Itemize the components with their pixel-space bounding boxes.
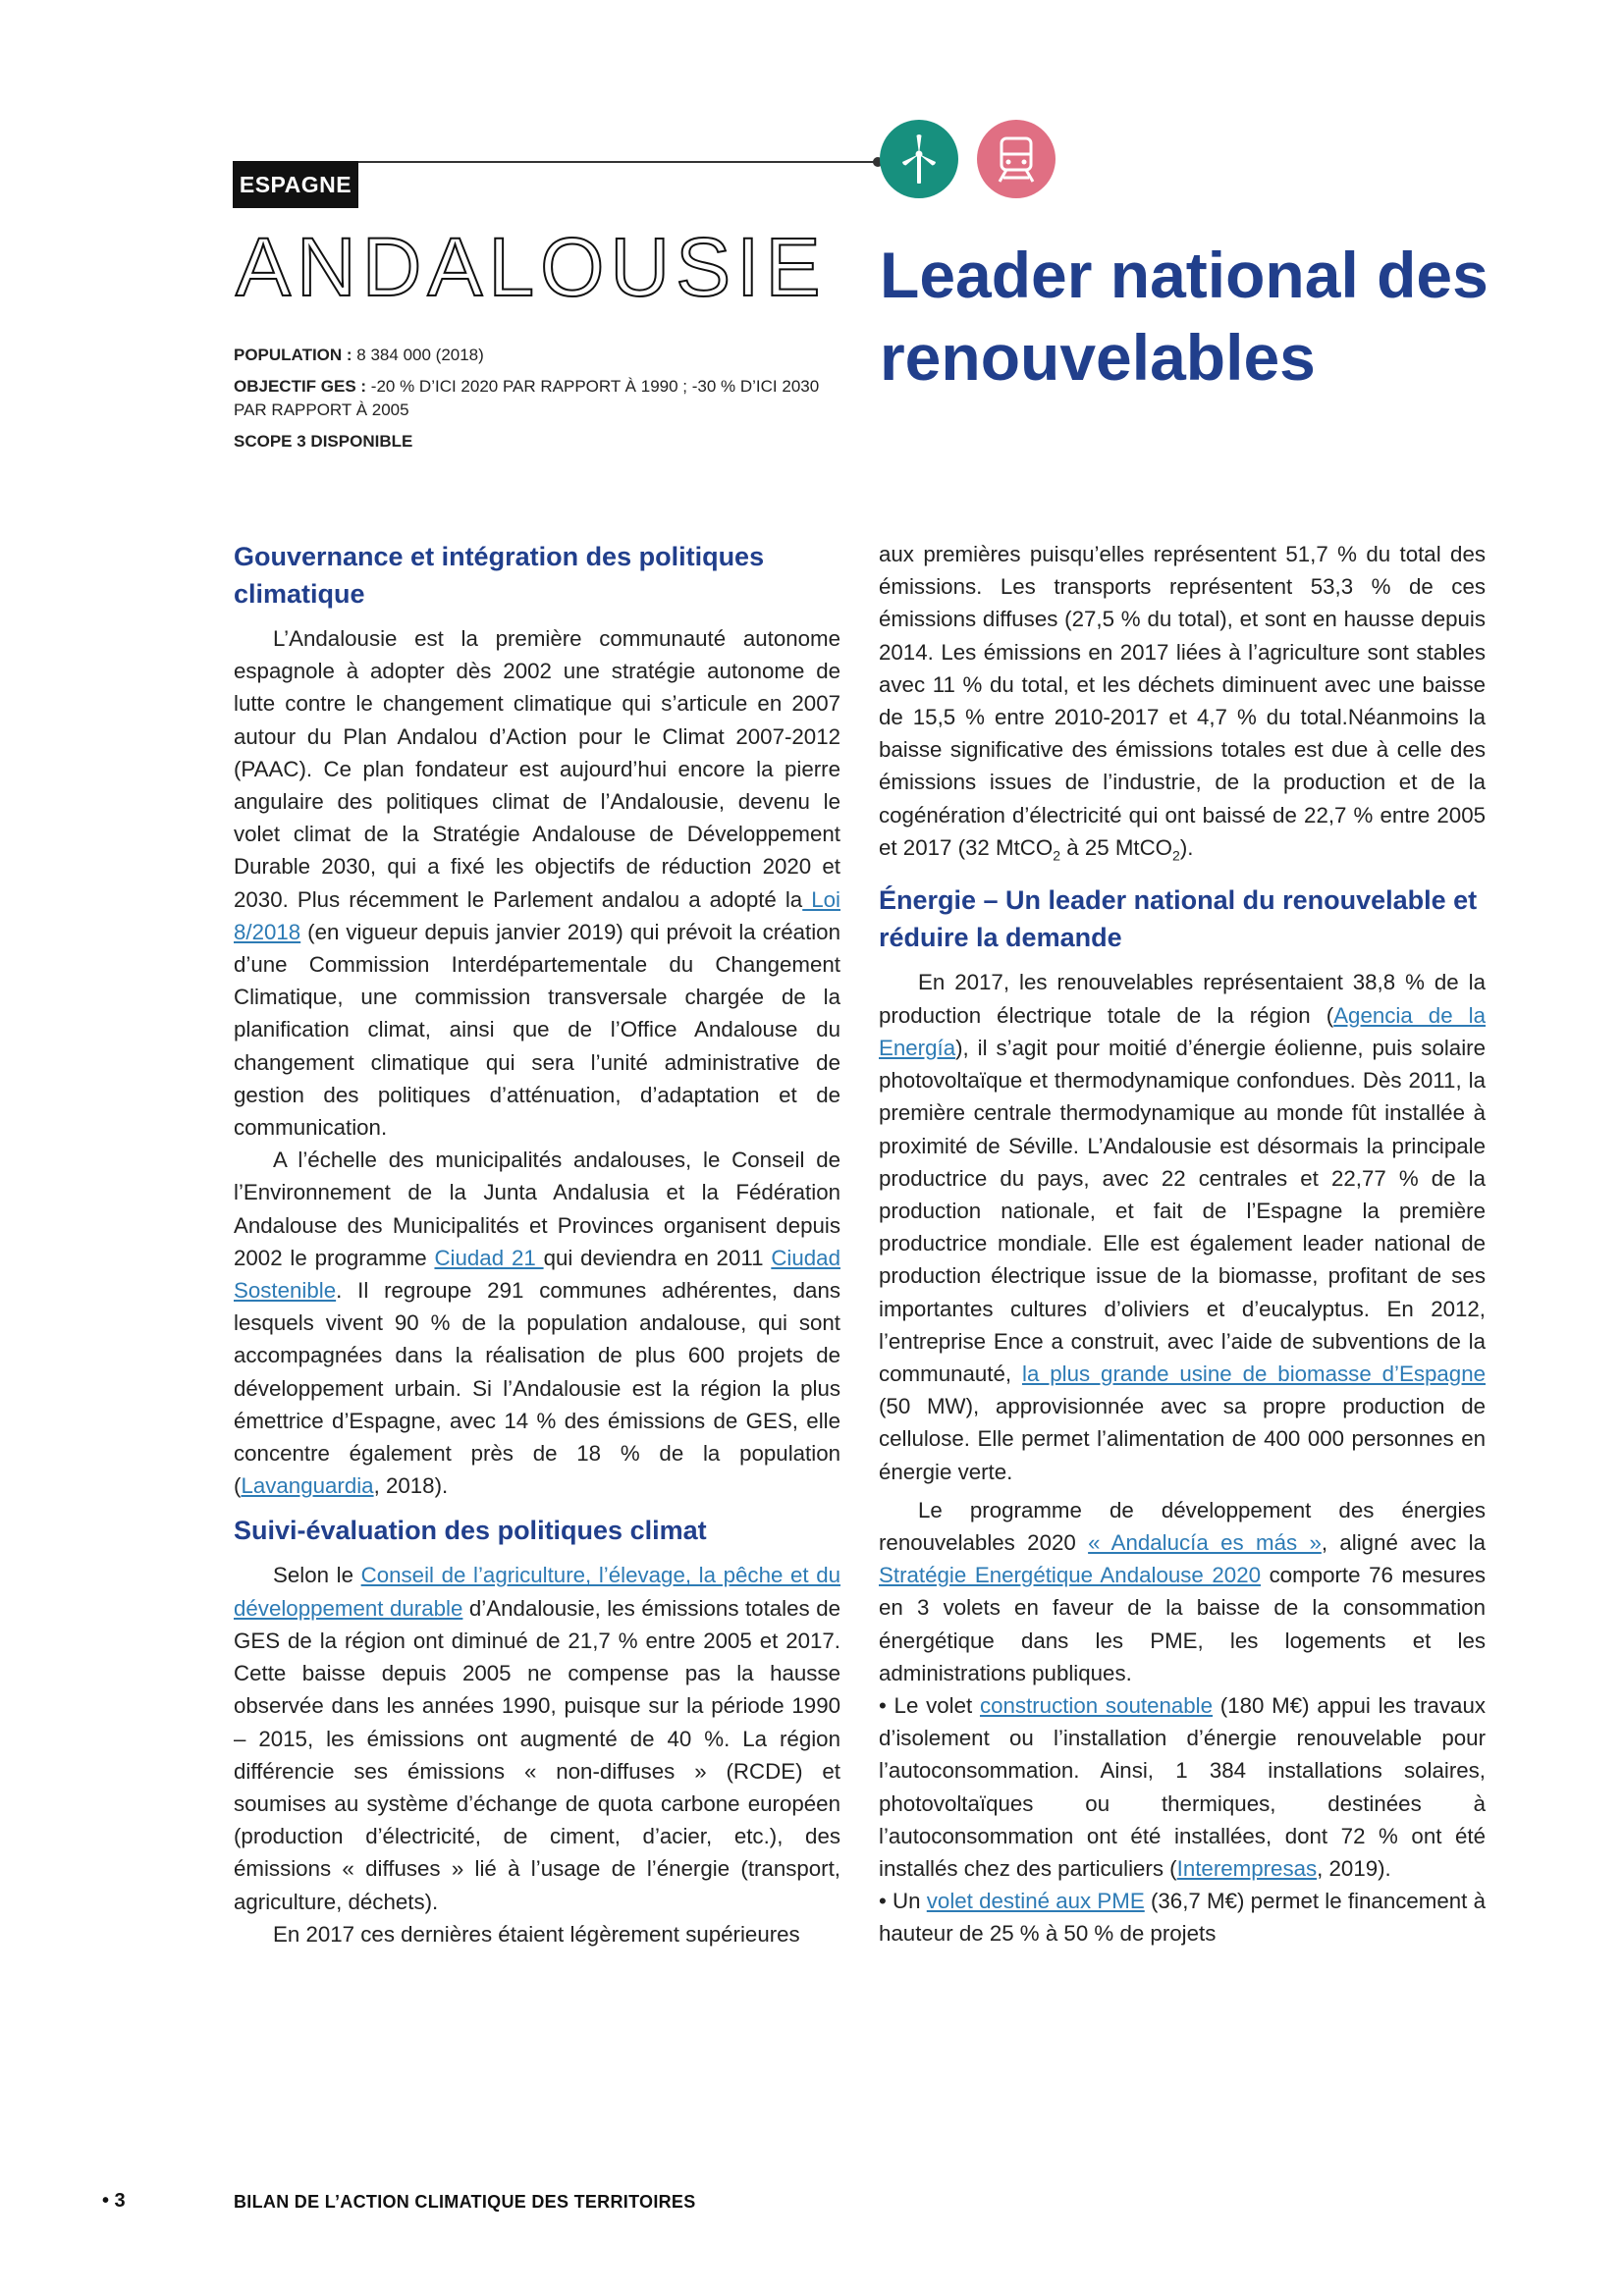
objective-label: OBJECTIF GES : xyxy=(234,377,367,396)
link-agencia-energia[interactable]: Agencia de la Energía xyxy=(879,1002,1487,1060)
country-label: ESPAGNE xyxy=(239,171,352,197)
link-lavanguardia[interactable]: Lavanguardia xyxy=(241,1473,374,1499)
link-usine-biomasse[interactable]: la plus grande usine de biomasse d’Espagne xyxy=(1022,1361,1486,1386)
objective-value: -20 % D’ICI 2020 PAR RAPPORT À 1990 ; -30 % D’ICI 2030 xyxy=(366,377,820,396)
link-strategie-energetique[interactable]: Stratégie Energétique Andalouse 2020 xyxy=(879,1563,1261,1588)
objective-line xyxy=(234,375,819,399)
section-title-suivi: Suivi-évaluation des politiques climat xyxy=(234,1516,707,1546)
link-conseil-agriculture[interactable]: Conseil de l’agriculture, l’élevage, la pêche et du développement durable xyxy=(234,1563,841,1621)
left-column xyxy=(234,538,840,1950)
paragraph: Selon le Conseil de l’agriculture, l’élevage, la pêche et du développement durable d’Andalousie, les émissions totales de GES de la région ont diminué de 21,7 % entre 2005 et 2017. Cette baisse depuis 2005 ne compense pas la hausse observée dans les années 1990, puisque sur la période 1990 – 2015, les émissions ont augmenté de 40 %. La région différencie ses émissions « non-diffuses » (RCDE) et soumises au système d’échange de quota carbone européen (production d’électricité, de ciment, d’acier, etc.), des émissions « diffuses » lié à l’usage de l’énergie (transport, agriculture, déchets). xyxy=(234,1563,841,1914)
paragraph: A l’échelle des municipalités andalouses, le Conseil de l’Environnement de la Junta Andalusia et la Fédération Andalouse des Municipalités et Provinces organisent depuis 2002 le programme Ciudad 21 qui deviendra en 2011 Ciudad Sostenible. Il regroupe 291 communes adhérentes, dans lesquels vivent 90 % de la population andalouse, qui sont accompagnées dans la réalisation de plus 600 projets de développement urbain. Si l’Andalousie est la région la plus émettrice d’Espagne, avec 14 % des émissions de GES, elle concentre également près de 18 % de la population (Lavanguardia, 2018). xyxy=(234,1148,840,1499)
scope-label: SCOPE 3 DISPONIBLE xyxy=(234,432,413,451)
objective-line-2: PAR RAPPORT À 2005 xyxy=(234,400,409,419)
page-headline: Leader national des renouvelables xyxy=(880,239,1489,394)
link-ciudad-21[interactable]: Ciudad 21 xyxy=(434,1245,544,1270)
population-line xyxy=(234,344,484,367)
right-column xyxy=(879,538,1486,1950)
country-tag xyxy=(233,161,358,208)
paragraph: En 2017, les renouvelables représentaient 38,8 % de la production électrique totale de la région (Agencia de la Energía), il s’agit pour moitié d’énergie éolienne, puis solaire photovoltaïque et thermodynamique confondues. Dès 2011, la première centrale thermodynamique au monde fût installée à proximité de Séville. L’Andalousie est désormais la principale productrice du pays, avec 22 centrales et 22,77 % de la production nationale, et fait de l’Espagne la première productrice mondiale. Elle est également leader national de production électrique issue de la biomasse, profitant de ses importantes cultures d’oliviers et d’eucalyptus. En 2012, l’entreprise Ence a construit, avec l’aide de subventions de la communauté, la plus grande usine de biomasse d’Espagne (50 MW), approvisionnée avec sa propre production de cellulose. Elle permet l’alimentation de 400 000 personnes en énergie verte. xyxy=(879,970,1487,1484)
train-icon xyxy=(977,120,1056,198)
paragraph: En 2017 ces dernières étaient légèrement supérieures xyxy=(273,1921,800,1947)
paragraph: aux premières puisqu’elles représentent 51,7 % du total des émissions. Les transports représentent 53,3 % de ces émissions diffuses (27,5 % du total), et sont en hausse depuis 2014. Les émissions en 2017 liées à l’agriculture sont stables avec 11 % du total, et les déchets diminuent avec une baisse de 15,5 % entre 2010-2017 et 4,7 % du total.Néanmoins la baisse significative des émissions totales est due à celle des émissions issues de l’industrie, de la production et de la cogénération d’électricité qui ont baissé de 22,7 % entre 2005 et 2017 (32 MtCO$_2$ à 25 MtCO$_2$). xyxy=(879,542,1486,864)
wind-turbine-icon xyxy=(880,120,958,198)
region-title: ANDALOUSIE xyxy=(236,221,827,313)
paragraph: L’Andalousie est la première communauté autonome espagnole à adopter dès 2002 une stratégie autonome de lutte contre le changement climatique qui s’articule en 2007 autour du Plan Andalou d’Action pour le Climat 2007-2012 (PAAC). Ce plan fondateur est aujourd’hui encore la pierre angulaire des politiques climat de l’Andalousie, devenu le volet climat de la Stratégie Andalouse de Développement Durable 2030, qui a fixé les objectifs de réduction 2020 et 2030. Plus récemment le Parlement andalou a adopté la Loi 8/2018 (en vigueur depuis janvier 2019) qui prévoit la création d’une Commission Interdépartementale du Changement Climatique, une commission transversale chargée de la planification climat, ainsi que de l’Office Andalouse du changement climatique qui sera l’unité administrative de gestion des politiques d’atténuation, d’adaptation et de communication. xyxy=(234,626,841,1141)
link-volet-pme[interactable]: volet destiné aux PME xyxy=(926,1889,1145,1914)
bullet-item: • Un volet destiné aux PME (36,7 M€) permet le financement à hauteur de 25 % à 50 % de projets xyxy=(879,1889,1486,1947)
page-number: • 3 xyxy=(102,2190,126,2212)
scope-line xyxy=(234,430,412,454)
header-rule xyxy=(358,161,879,163)
population-value: 8 384 000 (2018) xyxy=(352,346,484,364)
paragraph: Le programme de développement des énergies renouvelables 2020 « Andalucía es más », aligné avec la Stratégie Energétique Andalouse 2020 comporte 76 mesures en 3 volets en faveur de la baisse de la consommation énergétique dans les PME, les logements et les administrations publiques. xyxy=(879,1497,1486,1685)
link-ciudad-sostenible[interactable]: Ciudad Sostenible xyxy=(234,1245,840,1304)
link-loi-8-2018[interactable]: Loi 8/2018 xyxy=(234,886,841,944)
link-interempresas[interactable]: Interempresas xyxy=(1176,1855,1318,1881)
section-title-energie: Énergie – Un leader national du renouvelable et réduire la demande xyxy=(879,885,1478,953)
link-andalucia-es-mas[interactable]: « Andalucía es más » xyxy=(1088,1529,1322,1555)
bullet-item: • Le volet construction soutenable (180 M€) appui les travaux d’isolement ou l’installation d’énergie renouvelable pour l’autoconsommation. Ainsi, 1 384 installations solaires, photovoltaïques ou thermiques, destinées à l’autoconsommation ont été installées, dont 72 % ont été installés chez des particuliers (Interempresas, 2019). xyxy=(879,1692,1487,1881)
footer-title: BILAN DE L’ACTION CLIMATIQUE DES TERRITOIRES xyxy=(234,2192,696,2212)
section-title-gouvernance: Gouvernance et intégration des politiques climatique xyxy=(234,542,765,609)
population-label: POPULATION : xyxy=(234,346,352,364)
link-construction-soutenable[interactable]: construction soutenable xyxy=(979,1692,1214,1718)
